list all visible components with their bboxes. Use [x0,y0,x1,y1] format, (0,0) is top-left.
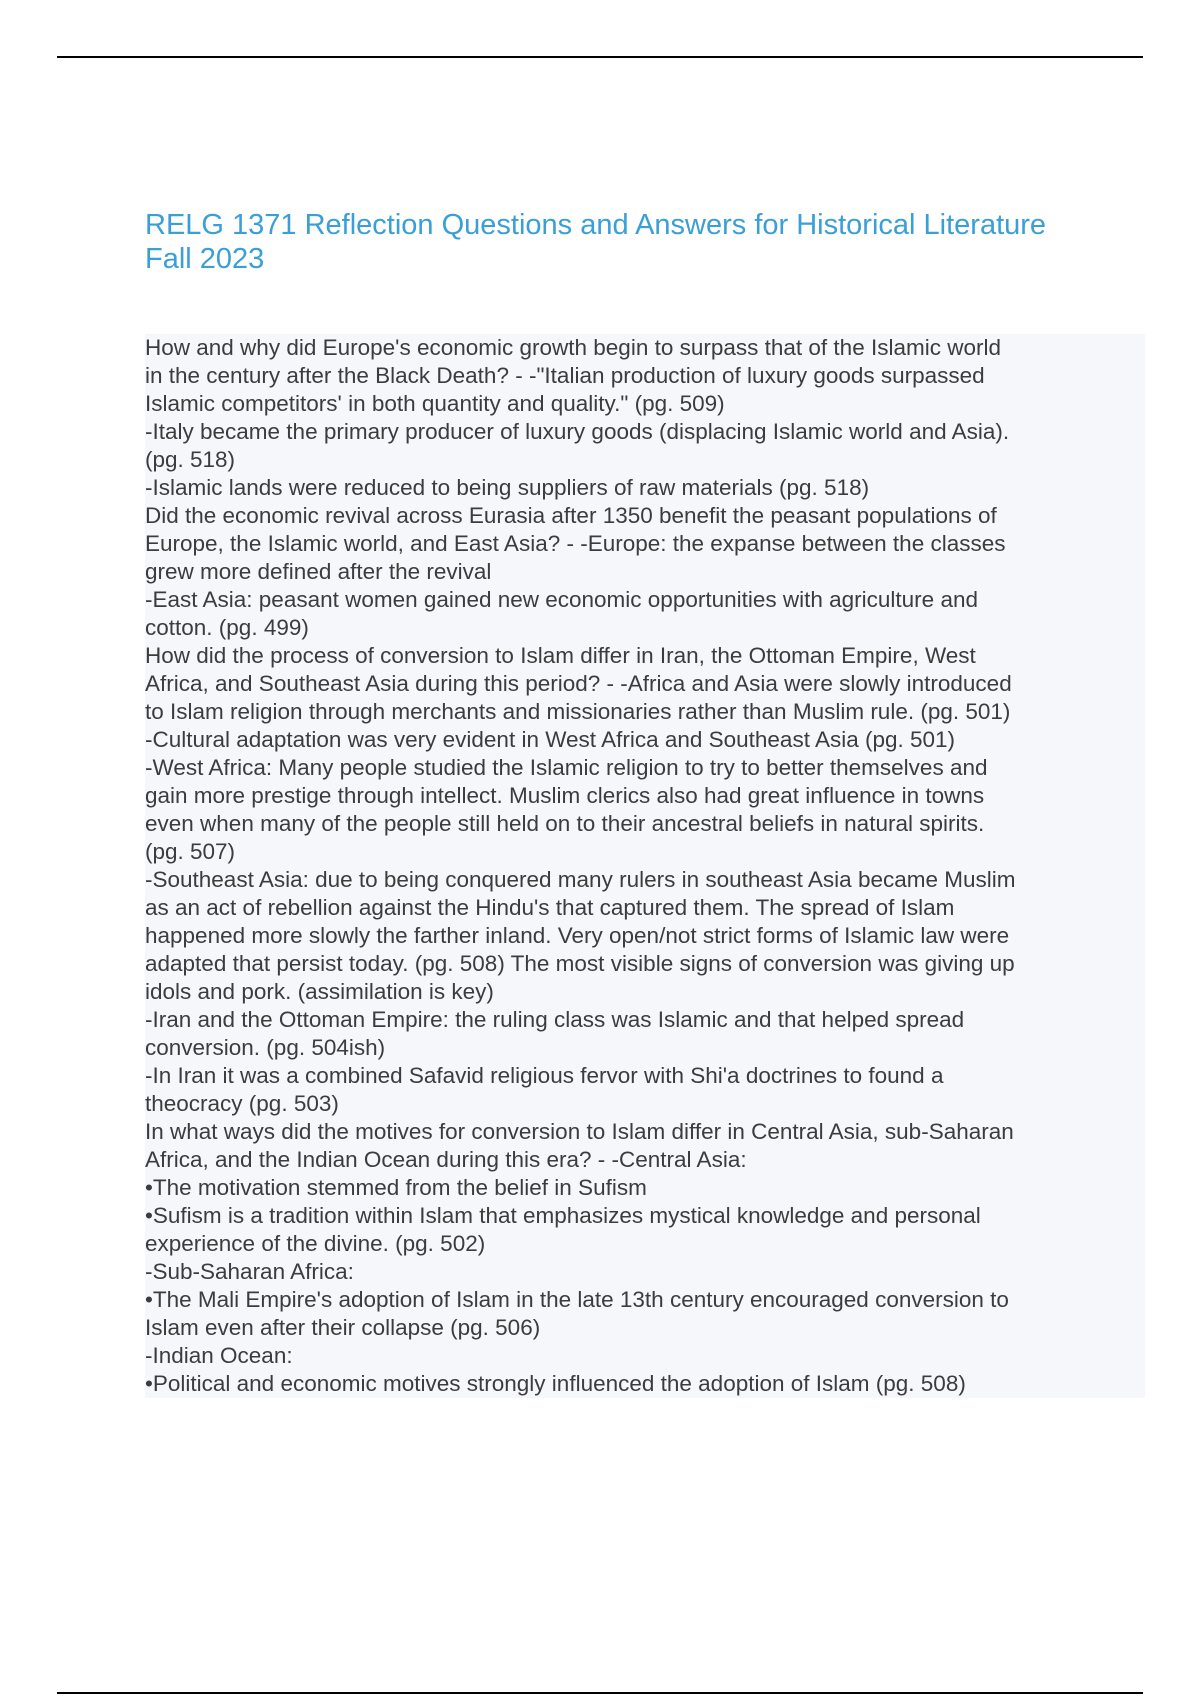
document-title [145,208,1125,276]
body-line: idols and pork. (assimilation is key) [145,978,1145,1006]
body-line: (pg. 507) [145,838,1145,866]
body-line: -Southeast Asia: due to being conquered many rulers in southeast Asia became Muslim [145,866,1145,894]
body-line: •Sufism is a tradition within Islam that emphasizes mystical knowledge and personal [145,1202,1145,1230]
document-body [145,334,1145,1398]
body-line: -Islamic lands were reduced to being suppliers of raw materials (pg. 518) [145,474,1145,502]
body-line: as an act of rebellion against the Hindu's that captured them. The spread of Islam [145,894,1145,922]
body-line: theocracy (pg. 503) [145,1090,1145,1118]
body-line: experience of the divine. (pg. 502) [145,1230,1145,1258]
top-divider [57,56,1143,58]
body-line: Islam even after their collapse (pg. 506) [145,1314,1145,1342]
body-line: in the century after the Black Death? - -"Italian production of luxury goods surpassed [145,362,1145,390]
body-line: -Sub-Saharan Africa: [145,1258,1145,1286]
body-line: •Political and economic motives strongly influenced the adoption of Islam (pg. 508) [145,1370,1145,1398]
body-line: to Islam religion through merchants and missionaries rather than Muslim rule. (pg. 501) [145,698,1145,726]
body-line: -Indian Ocean: [145,1342,1145,1370]
body-line: even when many of the people still held on to their ancestral beliefs in natural spirits. [145,810,1145,838]
body-line: grew more defined after the revival [145,558,1145,586]
body-line: Africa, and Southeast Asia during this period? - -Africa and Asia were slowly introduced [145,670,1145,698]
body-line: How and why did Europe's economic growth begin to surpass that of the Islamic world [145,334,1145,362]
body-line: Africa, and the Indian Ocean during this era? - -Central Asia: [145,1146,1145,1174]
body-line: In what ways did the motives for conversion to Islam differ in Central Asia, sub-Saharan [145,1118,1145,1146]
bottom-divider [57,1692,1143,1694]
title-line-2: Fall 2023 [145,243,265,275]
body-line: •The Mali Empire's adoption of Islam in the late 13th century encouraged conversion to [145,1286,1145,1314]
title-line-1: RELG 1371 Reflection Questions and Answers for Historical Literature [145,209,1047,241]
body-line: •The motivation stemmed from the belief in Sufism [145,1174,1145,1202]
body-line: -Iran and the Ottoman Empire: the ruling class was Islamic and that helped spread [145,1006,1145,1034]
body-line: (pg. 518) [145,446,1145,474]
body-line: -East Asia: peasant women gained new economic opportunities with agriculture and [145,586,1145,614]
body-line: happened more slowly the farther inland. Very open/not strict forms of Islamic law were [145,922,1145,950]
body-line: -In Iran it was a combined Safavid religious fervor with Shi'a doctrines to found a [145,1062,1145,1090]
body-line: -Italy became the primary producer of luxury goods (displacing Islamic world and Asia). [145,418,1145,446]
body-line: -West Africa: Many people studied the Islamic religion to try to better themselves and [145,754,1145,782]
body-line: How did the process of conversion to Islam differ in Iran, the Ottoman Empire, West [145,642,1145,670]
body-line: -Cultural adaptation was very evident in West Africa and Southeast Asia (pg. 501) [145,726,1145,754]
body-line: gain more prestige through intellect. Muslim clerics also had great influence in towns [145,782,1145,810]
body-line: conversion. (pg. 504ish) [145,1034,1145,1062]
body-line: cotton. (pg. 499) [145,614,1145,642]
body-line: adapted that persist today. (pg. 508) The most visible signs of conversion was giving up [145,950,1145,978]
body-line: Did the economic revival across Eurasia after 1350 benefit the peasant populations of [145,502,1145,530]
body-line: Islamic competitors' in both quantity and quality." (pg. 509) [145,390,1145,418]
body-line: Europe, the Islamic world, and East Asia? - -Europe: the expanse between the classes [145,530,1145,558]
